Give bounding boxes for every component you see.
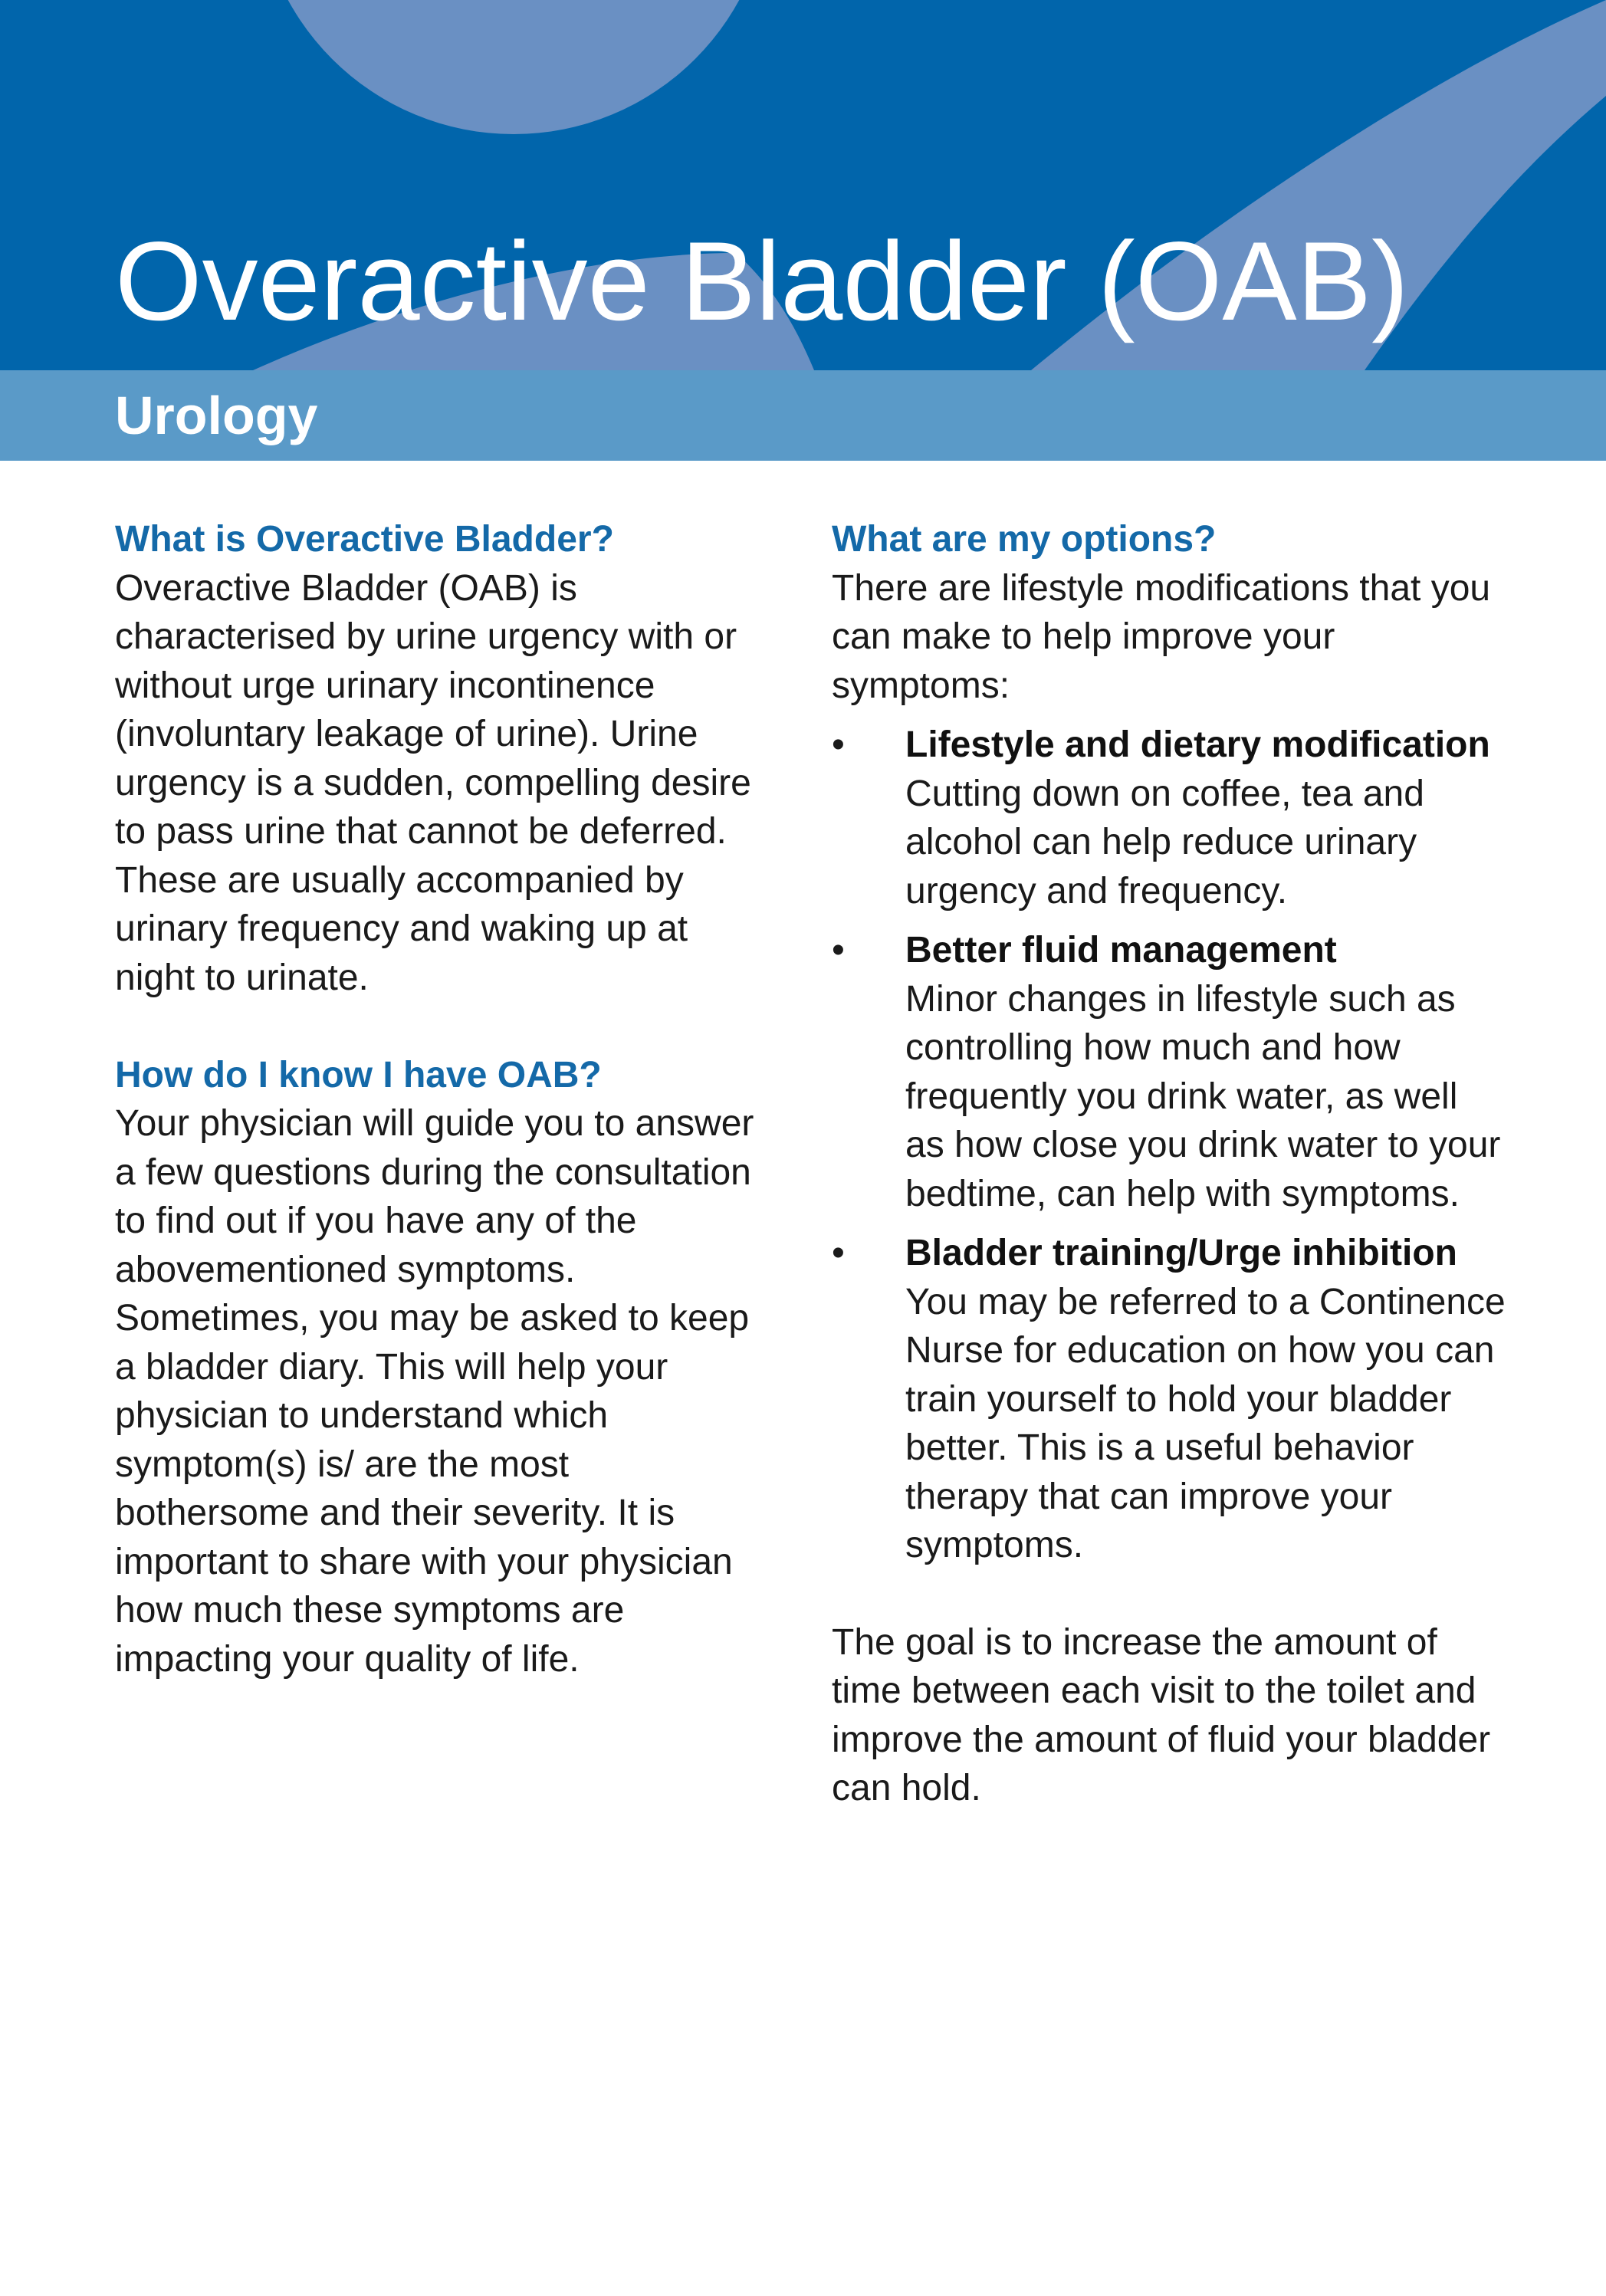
department-band [0, 370, 1606, 461]
section-body: Overactive Bladder (OAB) is characterised by urine urgency with or without urge urinary incontinence (involuntary leakage of urine). Urine urgency is a sudden, compelling desire to pass urine that cannot be deferred. These are usually accompanied by urinary frequency and waking up at night to urinate. [115, 567, 751, 998]
list-item [832, 721, 1506, 915]
goal-paragraph: The goal is to increase the amount of time between each visit to the toilet and improve the amount of fluid your bladder can hold. [832, 1621, 1491, 1808]
list-item [832, 926, 1506, 1218]
bullet-icon: • [832, 930, 845, 971]
header-banner [0, 0, 1606, 370]
decorative-circle [257, 0, 770, 134]
option-body: Cutting down on coffee, tea and alcohol can help reduce urinary urgency and frequency. [905, 773, 1424, 912]
left-column [115, 515, 759, 1683]
option-title: Lifestyle and dietary modification [905, 724, 1490, 765]
options-list [832, 721, 1506, 1570]
section-heading: What is Overactive Bladder? [115, 519, 614, 560]
section-heading: How do I know I have OAB? [115, 1054, 602, 1095]
list-item [832, 1229, 1506, 1570]
section-what-is-oab [115, 515, 759, 1002]
section-spacer [115, 1002, 759, 1051]
option-title: Bladder training/Urge inhibition [905, 1233, 1457, 1273]
option-title: Better fluid management [905, 930, 1337, 971]
section-options [832, 515, 1506, 1813]
option-body: You may be referred to a Continence Nurse for education on how you can train yourself to hold your bladder better. This is a useful behavior therapy that can improve your symptoms. [905, 1281, 1506, 1565]
section-intro: There are lifestyle modifications that you can make to help improve your symptoms: [832, 567, 1491, 706]
bullet-icon: • [832, 1233, 845, 1273]
bullet-icon: • [832, 724, 845, 765]
page-title: Overactive Bladder (OAB) [115, 218, 1409, 343]
section-heading: What are my options? [832, 519, 1217, 560]
option-body: Minor changes in lifestyle such as controlling how much and how frequently you drink water, as well as how close you drink water to your bedtime, can help with symptoms. [905, 978, 1501, 1214]
right-column [832, 515, 1506, 1813]
department-label: Urology [115, 386, 318, 445]
section-body: Your physician will guide you to answer a few questions during the consultation to find out if you have any of the abovementioned symptoms. Sometimes, you may be asked to keep a bladder diary. This will help your physician to understand which symptom(s) is/ are the most bothersome and their severity. It is important to share with your physician how much these symptoms are impacting your quality of life. [115, 1103, 754, 1680]
section-how-know-oab [115, 1051, 759, 1684]
